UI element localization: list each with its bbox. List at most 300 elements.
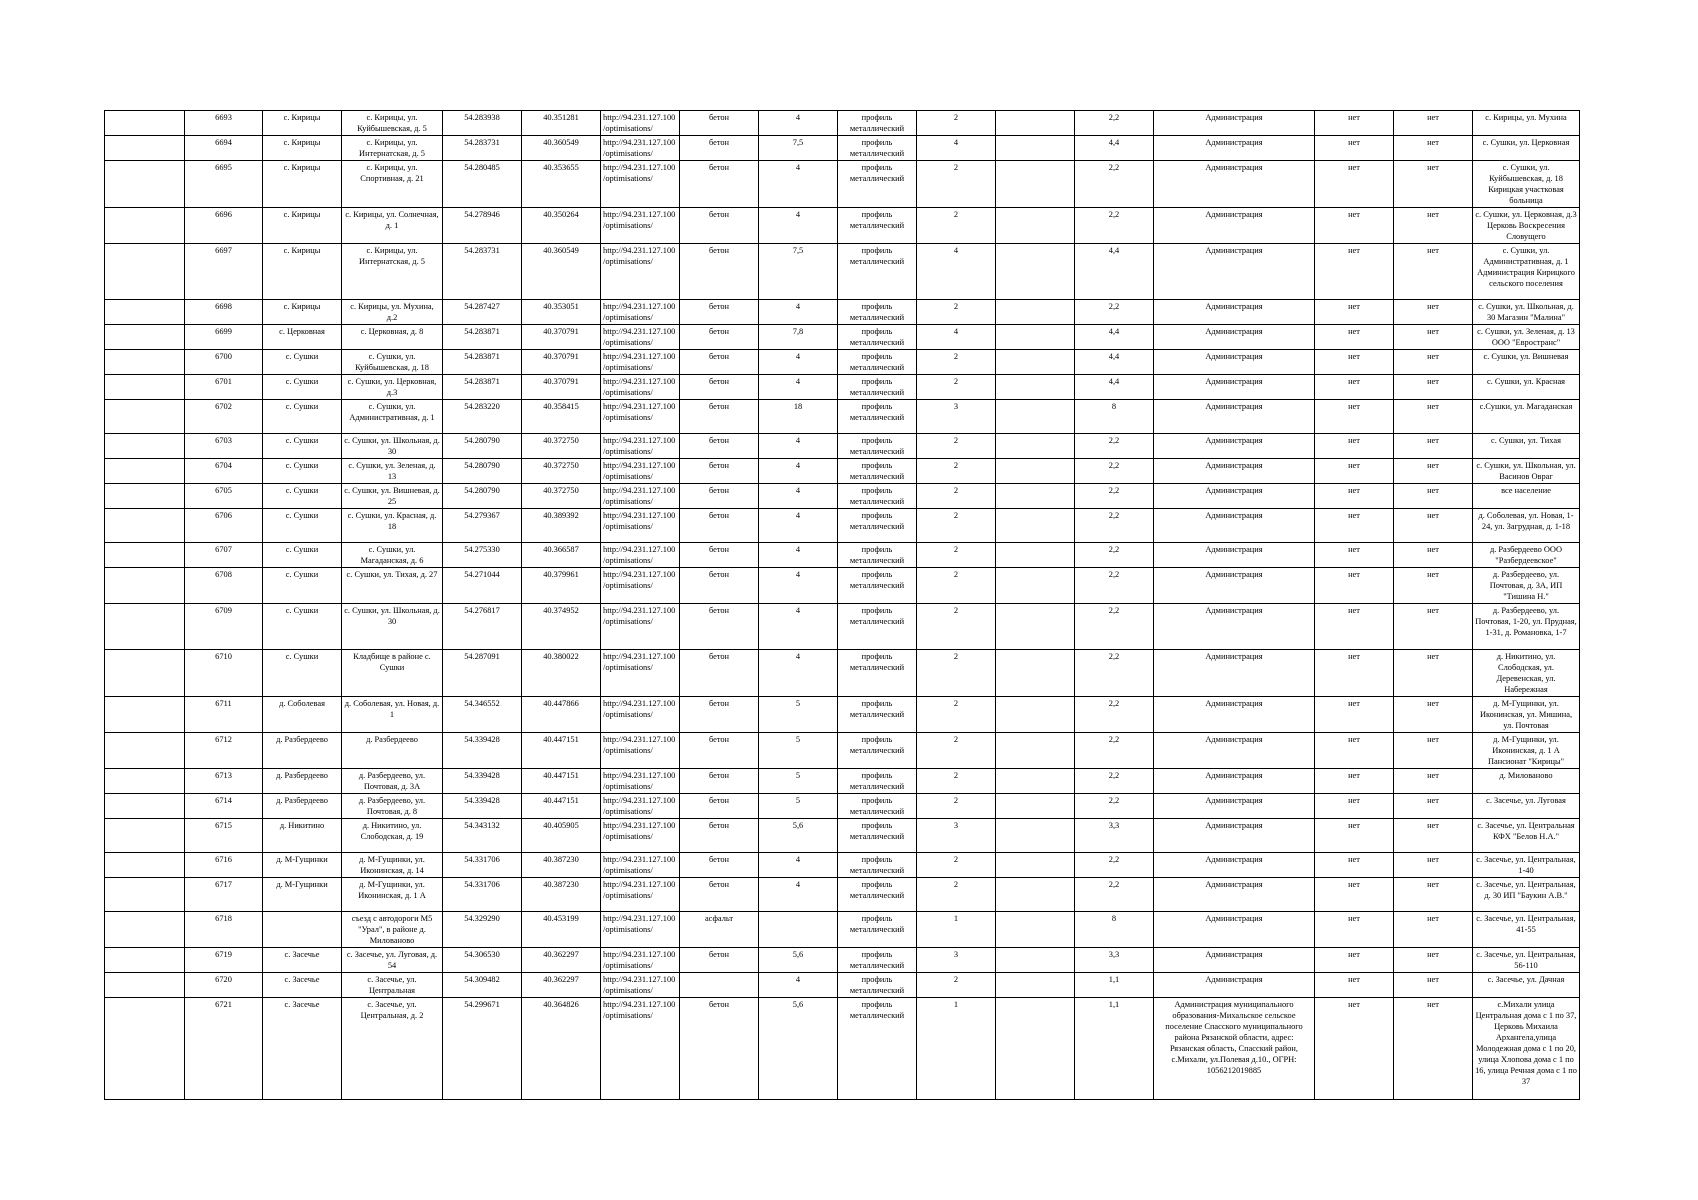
cell-longitude: 40.372750 [522,434,601,459]
cell-bunker: нет [1394,769,1473,794]
table-row [105,161,1580,208]
cell-bunker: нет [1394,400,1473,434]
cell-containers: 2 [917,973,996,998]
cell-bunker: нет [1394,208,1473,244]
cell-extra [996,325,1075,350]
cell-settlement: с. Церковная [263,325,342,350]
cell-owner: Администрация [1154,543,1315,568]
cell-settlement: с. Сушки [263,543,342,568]
cell-containers: 2 [917,434,996,459]
cell-latitude: 54.331706 [443,878,522,912]
cell-volume: 1,1 [1075,998,1154,1100]
cell-address: с. Сушки, ул. Вишневая, д. 25 [342,484,443,509]
cell-id: 6693 [185,111,263,136]
cell-separate-collection: нет [1315,568,1394,604]
cell-area: 5,6 [759,819,838,853]
cell-volume: 8 [1075,400,1154,434]
cell-settlement: с. Сушки [263,434,342,459]
cell-containers: 2 [917,161,996,208]
cell-served-objects: с. Засечье, ул. Центральная, д. 30 ИП "Баукин А.В." [1473,878,1580,912]
cell-owner: Администрация [1154,244,1315,300]
cell-owner: Администрация [1154,350,1315,375]
cell-longitude: 40.387230 [522,853,601,878]
cell-id: 6700 [185,350,263,375]
cell-map-link[interactable]: http://94.231.127.100/optimisations/ [601,819,680,853]
cell-served-objects: с. Сушки, ул. Церковная, д.3 Церковь Воскресения Словущего [1473,208,1580,244]
table-row [105,111,1580,136]
cell-volume: 2,2 [1075,434,1154,459]
cell-settlement: д. Разбердеево [263,733,342,769]
cell-containers: 1 [917,998,996,1100]
cell-served-objects: с. Сушки, ул. Красная [1473,375,1580,400]
cell-latitude: 54.279367 [443,509,522,543]
cell-settlement [263,912,342,948]
cell-owner: Администрация [1154,459,1315,484]
cell-longitude: 40.387230 [522,878,601,912]
cell-map-link[interactable]: http://94.231.127.100/optimisations/ [601,604,680,650]
cell-bunker: нет [1394,111,1473,136]
cell-id: 6706 [185,509,263,543]
cell-separate-collection: нет [1315,948,1394,973]
cell-volume: 4,4 [1075,244,1154,300]
cell-area: 4 [759,161,838,208]
cell-separate-collection: нет [1315,794,1394,819]
cell-id: 6717 [185,878,263,912]
cell-extra [996,853,1075,878]
cell-blank [105,543,185,568]
cell-map-link[interactable]: http://94.231.127.100/optimisations/ [601,769,680,794]
cell-surface: бетон [680,733,759,769]
cell-extra [996,998,1075,1100]
cell-volume: 2,2 [1075,484,1154,509]
cell-map-link[interactable]: http://94.231.127.100/optimisations/ [601,509,680,543]
table-row [105,400,1580,434]
cell-map-link[interactable]: http://94.231.127.100/optimisations/ [601,543,680,568]
cell-id: 6702 [185,400,263,434]
cell-map-link[interactable]: http://94.231.127.100/optimisations/ [601,650,680,697]
cell-latitude: 54.283871 [443,375,522,400]
cell-latitude: 54.339428 [443,794,522,819]
cell-fence: профиль металлический [838,878,917,912]
cell-map-link[interactable]: http://94.231.127.100/optimisations/ [601,973,680,998]
cell-latitude: 54.287091 [443,650,522,697]
cell-address: с. Кирицы, ул. Куйбышевская, д. 5 [342,111,443,136]
cell-separate-collection: нет [1315,111,1394,136]
cell-map-link[interactable]: http://94.231.127.100/optimisations/ [601,853,680,878]
cell-map-link[interactable]: http://94.231.127.100/optimisations/ [601,400,680,434]
cell-containers: 2 [917,769,996,794]
cell-longitude: 40.370791 [522,350,601,375]
cell-fence: профиль металлический [838,244,917,300]
cell-fence: профиль металлический [838,208,917,244]
cell-latitude: 54.309482 [443,973,522,998]
table-row [105,509,1580,543]
cell-map-link[interactable]: http://94.231.127.100/optimisations/ [601,325,680,350]
cell-settlement: д. Никитино [263,819,342,853]
cell-separate-collection: нет [1315,136,1394,161]
cell-latitude: 54.339428 [443,769,522,794]
cell-surface: бетон [680,300,759,325]
cell-containers: 2 [917,509,996,543]
cell-fence: профиль металлический [838,509,917,543]
cell-owner: Администрация [1154,568,1315,604]
cell-settlement: с. Сушки [263,604,342,650]
cell-fence: профиль металлический [838,769,917,794]
cell-address: с. Сушки, ул. Магаданская, д. 6 [342,543,443,568]
cell-map-link[interactable]: http://94.231.127.100/optimisations/ [601,948,680,973]
cell-served-objects: д. Разбердеево, ул. Почтовая, д. 3А, ИП "Тишина Н." [1473,568,1580,604]
cell-separate-collection: нет [1315,459,1394,484]
cell-settlement: д. М-Гущинки [263,853,342,878]
cell-blank [105,794,185,819]
cell-separate-collection: нет [1315,509,1394,543]
cell-served-objects: с. Засечье, ул. Луговая [1473,794,1580,819]
cell-surface: бетон [680,111,759,136]
cell-surface: бетон [680,161,759,208]
cell-bunker: нет [1394,650,1473,697]
cell-map-link[interactable]: http://94.231.127.100/optimisations/ [601,697,680,733]
cell-fence: профиль металлический [838,300,917,325]
cell-address: с. Сушки, ул. Красная, д. 18 [342,509,443,543]
cell-map-link[interactable]: http://94.231.127.100/optimisations/ [601,300,680,325]
cell-area: 4 [759,568,838,604]
cell-separate-collection: нет [1315,161,1394,208]
cell-bunker: нет [1394,350,1473,375]
cell-blank [105,325,185,350]
cell-settlement: с. Кирицы [263,300,342,325]
cell-separate-collection: нет [1315,878,1394,912]
cell-owner: Администрация [1154,650,1315,697]
cell-served-objects: с. Засечье, ул. Дачная [1473,973,1580,998]
cell-map-link[interactable]: http://94.231.127.100/optimisations/ [601,434,680,459]
cell-containers: 3 [917,819,996,853]
cell-address: с. Кирицы, ул. Солнечная, д. 1 [342,208,443,244]
cell-volume: 2,2 [1075,769,1154,794]
cell-map-link[interactable]: http://94.231.127.100/optimisations/ [601,208,680,244]
cell-blank [105,244,185,300]
cell-fence: профиль металлический [838,973,917,998]
table-row [105,697,1580,733]
cell-extra [996,650,1075,697]
cell-latitude: 54.278946 [443,208,522,244]
cell-served-objects: с. Сушки, ул. Тихая [1473,434,1580,459]
table-row [105,853,1580,878]
cell-fence: профиль металлический [838,434,917,459]
cell-latitude: 54.283220 [443,400,522,434]
cell-id: 6708 [185,568,263,604]
cell-containers: 2 [917,604,996,650]
cell-containers: 2 [917,375,996,400]
cell-area: 4 [759,484,838,509]
table-row [105,973,1580,998]
cell-fence: профиль металлический [838,350,917,375]
cell-owner: Администрация муниципального образования-Михальское сельское поселение Спасского муниципального района Рязанской области, адрес: Рязанская область, Спасский район, с.Михали, ул.Полевая д.10., ОГРН: 1056212019885 [1154,998,1315,1100]
cell-settlement: с. Сушки [263,509,342,543]
cell-settlement: с. Кирицы [263,161,342,208]
cell-volume: 2,2 [1075,794,1154,819]
table-row [105,794,1580,819]
cell-address: с. Сушки, ул. Школьная, д. 30 [342,604,443,650]
cell-owner: Администрация [1154,208,1315,244]
cell-owner: Администрация [1154,161,1315,208]
cell-volume: 8 [1075,912,1154,948]
cell-containers: 2 [917,543,996,568]
cell-id: 6715 [185,819,263,853]
cell-owner: Администрация [1154,733,1315,769]
cell-map-link[interactable]: http://94.231.127.100/optimisations/ [601,375,680,400]
cell-area: 4 [759,650,838,697]
cell-latitude: 54.283731 [443,244,522,300]
cell-settlement: д. М-Гущинки [263,878,342,912]
cell-address: с. Засечье, ул. Центральная, д. 2 [342,998,443,1100]
cell-fence: профиль металлический [838,733,917,769]
cell-area: 4 [759,350,838,375]
cell-surface: бетон [680,568,759,604]
cell-blank [105,350,185,375]
cell-longitude: 40.447866 [522,697,601,733]
cell-separate-collection: нет [1315,484,1394,509]
cell-served-objects: д. М-Гущинки, ул. Иконинская, ул. Мишина, ул. Почтовая [1473,697,1580,733]
cell-owner: Администрация [1154,853,1315,878]
cell-blank [105,136,185,161]
cell-settlement: с. Кирицы [263,244,342,300]
cell-owner: Администрация [1154,136,1315,161]
table-body [105,111,1580,1100]
cell-longitude: 40.447151 [522,769,601,794]
cell-longitude: 40.379961 [522,568,601,604]
cell-address: д. Разбердеево [342,733,443,769]
cell-served-objects: с. Сушки, ул. Куйбышевская, д. 18 Кирицкая участковая больница [1473,161,1580,208]
cell-longitude: 40.374952 [522,604,601,650]
cell-longitude: 40.389392 [522,509,601,543]
cell-map-link[interactable]: http://94.231.127.100/optimisations/ [601,111,680,136]
cell-separate-collection: нет [1315,300,1394,325]
cell-area: 5 [759,697,838,733]
cell-fence: профиль металлический [838,400,917,434]
cell-volume: 4,4 [1075,350,1154,375]
cell-volume: 2,2 [1075,697,1154,733]
cell-address: с. Кирицы, ул. Интернатская, д. 5 [342,244,443,300]
cell-id: 6718 [185,912,263,948]
cell-separate-collection: нет [1315,350,1394,375]
table-row [105,543,1580,568]
data-table [104,110,1580,1100]
cell-separate-collection: нет [1315,819,1394,853]
cell-fence: профиль металлический [838,697,917,733]
cell-owner: Администрация [1154,300,1315,325]
cell-area: 4 [759,459,838,484]
cell-id: 6704 [185,459,263,484]
table-row [105,459,1580,484]
cell-longitude: 40.453199 [522,912,601,948]
cell-latitude: 54.280485 [443,161,522,208]
cell-separate-collection: нет [1315,853,1394,878]
cell-map-link[interactable]: http://94.231.127.100/optimisations/ [601,244,680,300]
cell-longitude: 40.364826 [522,998,601,1100]
cell-bunker: нет [1394,819,1473,853]
cell-owner: Администрация [1154,973,1315,998]
cell-map-link[interactable]: http://94.231.127.100/optimisations/ [601,733,680,769]
cell-address: с. Церковная, д. 8 [342,325,443,350]
cell-surface: асфальт [680,912,759,948]
cell-settlement: с. Сушки [263,400,342,434]
cell-surface: бетон [680,350,759,375]
cell-surface: бетон [680,136,759,161]
cell-map-link[interactable]: http://94.231.127.100/optimisations/ [601,136,680,161]
cell-address: Кладбище в районе с. Сушки [342,650,443,697]
cell-extra [996,604,1075,650]
cell-containers: 2 [917,794,996,819]
cell-latitude: 54.283871 [443,350,522,375]
cell-map-link[interactable]: http://94.231.127.100/optimisations/ [601,878,680,912]
cell-blank [105,604,185,650]
cell-served-objects: с. Сушки, ул. Административная, д. 1 Администрация Кирицкого сельского поселения [1473,244,1580,300]
cell-extra [996,733,1075,769]
cell-owner: Администрация [1154,604,1315,650]
cell-settlement: с. Кирицы [263,208,342,244]
cell-id: 6720 [185,973,263,998]
cell-map-link[interactable]: http://94.231.127.100/optimisations/ [601,350,680,375]
cell-bunker: нет [1394,325,1473,350]
cell-extra [996,568,1075,604]
cell-bunker: нет [1394,912,1473,948]
cell-id: 6699 [185,325,263,350]
cell-extra [996,300,1075,325]
cell-served-objects: с. Сушки, ул. Школьная, ул. Васинов Овраг [1473,459,1580,484]
cell-fence: профиль металлический [838,998,917,1100]
cell-separate-collection: нет [1315,912,1394,948]
table-row [105,325,1580,350]
cell-fence: профиль металлический [838,111,917,136]
table-row [105,912,1580,948]
cell-latitude: 54.306530 [443,948,522,973]
cell-served-objects: д. Разбердеево ООО "Разбердеевское" [1473,543,1580,568]
cell-separate-collection: нет [1315,604,1394,650]
cell-containers: 2 [917,853,996,878]
cell-containers: 2 [917,568,996,604]
cell-blank [105,509,185,543]
cell-served-objects: с. Сушки, ул. Зеленая, д. 13 ООО "Евространс" [1473,325,1580,350]
cell-containers: 2 [917,697,996,733]
cell-settlement: с. Сушки [263,650,342,697]
cell-blank [105,484,185,509]
cell-surface: бетон [680,459,759,484]
cell-address: д. Никитино, ул. Слободская, д. 19 [342,819,443,853]
cell-extra [996,769,1075,794]
cell-area: 4 [759,543,838,568]
cell-bunker: нет [1394,509,1473,543]
cell-longitude: 40.362297 [522,948,601,973]
cell-served-objects: с. Кирицы, ул. Мухина [1473,111,1580,136]
cell-bunker: нет [1394,244,1473,300]
cell-separate-collection: нет [1315,697,1394,733]
cell-address: съезд с автодороги М5 "Урал", в районе д. Милованово [342,912,443,948]
cell-longitude: 40.350264 [522,208,601,244]
cell-separate-collection: нет [1315,769,1394,794]
cell-volume: 2,2 [1075,853,1154,878]
cell-id: 6709 [185,604,263,650]
cell-containers: 3 [917,948,996,973]
cell-volume: 3,3 [1075,819,1154,853]
cell-extra [996,509,1075,543]
table-row [105,819,1580,853]
cell-surface: бетон [680,998,759,1100]
cell-bunker: нет [1394,543,1473,568]
table-row [105,434,1580,459]
cell-map-link[interactable]: http://94.231.127.100/optimisations/ [601,794,680,819]
cell-area: 4 [759,509,838,543]
cell-fence: профиль металлический [838,650,917,697]
cell-surface: бетон [680,484,759,509]
cell-map-link[interactable]: http://94.231.127.100/optimisations/ [601,912,680,948]
cell-map-link[interactable]: http://94.231.127.100/optimisations/ [601,484,680,509]
cell-longitude: 40.353655 [522,161,601,208]
cell-bunker: нет [1394,300,1473,325]
cell-surface: бетон [680,244,759,300]
cell-area [759,912,838,948]
cell-settlement: с. Кирицы [263,111,342,136]
cell-volume: 2,2 [1075,300,1154,325]
table-row [105,136,1580,161]
cell-id: 6719 [185,948,263,973]
cell-containers: 2 [917,111,996,136]
cell-containers: 2 [917,650,996,697]
cell-map-link[interactable]: http://94.231.127.100/optimisations/ [601,459,680,484]
cell-latitude: 54.299671 [443,998,522,1100]
cell-bunker: нет [1394,998,1473,1100]
cell-served-objects: с.Михали улица Центральная дома с 1 по 37, Церковь Михаила Архангела,улица Молодежная дома с 1 по 20, улица Хлопова дома с 1 по 16, улица Речная дома с 1 по 37 [1473,998,1580,1100]
cell-blank [105,769,185,794]
cell-map-link[interactable]: http://94.231.127.100/optimisations/ [601,161,680,208]
cell-address: с. Засечье, ул. Луговая, д. 54 [342,948,443,973]
cell-fence: профиль металлический [838,375,917,400]
cell-id: 6711 [185,697,263,733]
cell-bunker: нет [1394,794,1473,819]
cell-fence: профиль металлический [838,325,917,350]
cell-map-link[interactable]: http://94.231.127.100/optimisations/ [601,568,680,604]
cell-extra [996,794,1075,819]
cell-containers: 2 [917,459,996,484]
table-row [105,948,1580,973]
cell-owner: Администрация [1154,912,1315,948]
cell-containers: 2 [917,300,996,325]
cell-map-link[interactable]: http://94.231.127.100/optimisations/ [601,998,680,1100]
cell-bunker: нет [1394,161,1473,208]
cell-extra [996,136,1075,161]
cell-surface: бетон [680,650,759,697]
cell-area: 5,6 [759,948,838,973]
cell-surface: бетон [680,208,759,244]
table-row [105,300,1580,325]
cell-area: 4 [759,300,838,325]
cell-containers: 1 [917,912,996,948]
cell-extra [996,400,1075,434]
cell-separate-collection: нет [1315,973,1394,998]
cell-address: с. Кирицы, ул. Мухина, д.2 [342,300,443,325]
cell-longitude: 40.351281 [522,111,601,136]
cell-surface: бетон [680,853,759,878]
cell-area: 4 [759,973,838,998]
cell-id: 6721 [185,998,263,1100]
cell-extra [996,878,1075,912]
cell-extra [996,697,1075,733]
cell-separate-collection: нет [1315,998,1394,1100]
cell-fence: профиль металлический [838,161,917,208]
cell-bunker: нет [1394,604,1473,650]
cell-blank [105,878,185,912]
table-row [105,244,1580,300]
cell-surface: бетон [680,819,759,853]
